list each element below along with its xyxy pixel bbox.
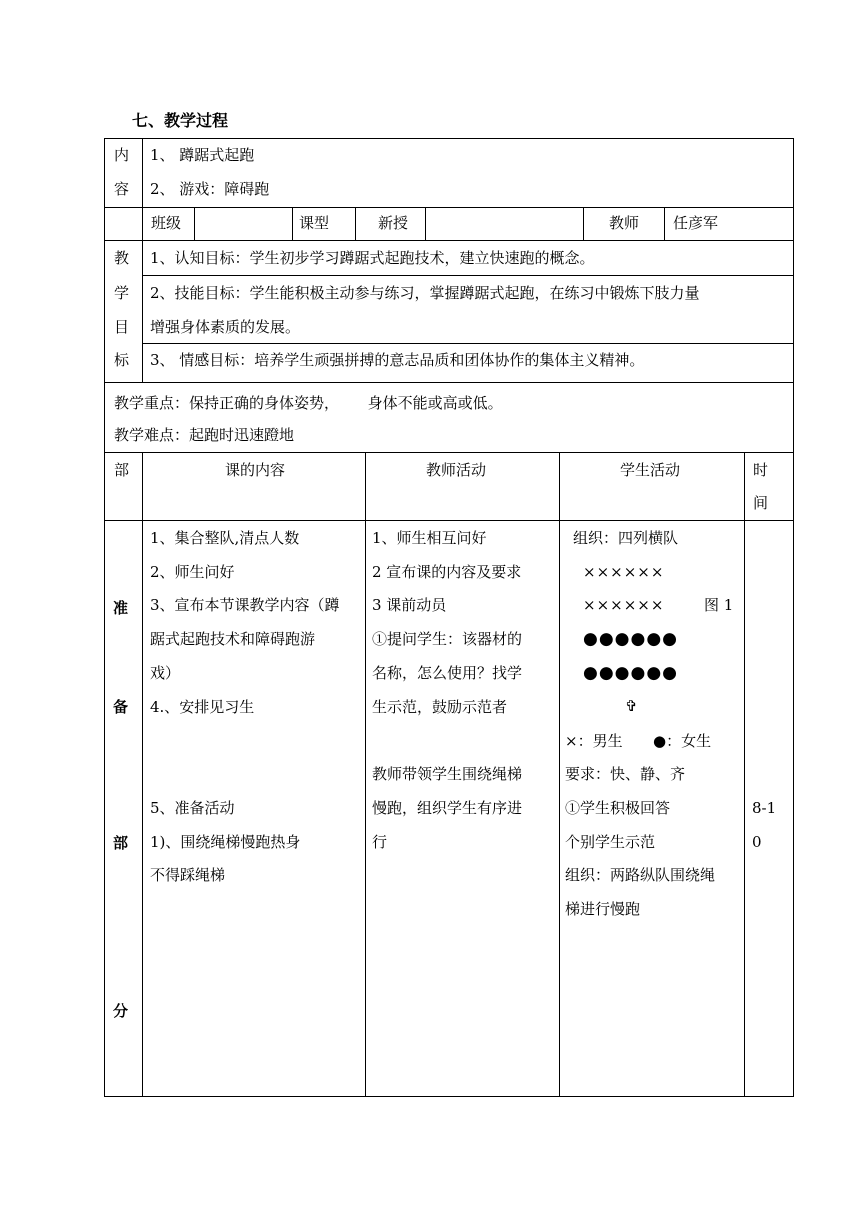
teacher-activity-line: 行 bbox=[372, 833, 388, 851]
skill-goal: 2、技能目标：学生能积极主动参与练习，掌握蹲踞式起跑，在练习中锻炼下肢力量 bbox=[150, 284, 700, 302]
lesson-content-line: 1)、围绕绳梯慢跑热身 bbox=[150, 833, 301, 851]
lesson-content-line: 5、准备活动 bbox=[150, 799, 235, 817]
lesson-content-line: 戏） bbox=[150, 664, 181, 682]
lesson-content-line: 2、师生问好 bbox=[150, 563, 235, 581]
teacher-activity-line: ①提问学生：该器材的 bbox=[372, 630, 523, 648]
class-label: 班级 bbox=[151, 214, 182, 232]
student-answer: ①学生积极回答 bbox=[565, 799, 671, 817]
time-header-char: 间 bbox=[753, 494, 769, 512]
content-item: 2、 游戏：障碍跑 bbox=[150, 180, 270, 198]
legend-boy: ×：男生 bbox=[565, 732, 623, 750]
formation-row-girls: ●●●●●● bbox=[583, 629, 679, 649]
section-title: 七、教学过程 bbox=[132, 111, 229, 130]
goals-label-char: 学 bbox=[114, 284, 130, 302]
lesson-content-line: 3、宣布本节课教学内容（蹲 bbox=[150, 596, 340, 614]
teacher-label: 教师 bbox=[609, 214, 640, 232]
cognitive-goal: 1、认知目标：学生初步学习蹲踞式起跑技术，建立快速跑的概念。 bbox=[150, 249, 595, 267]
lesson-type-value: 新授 bbox=[378, 214, 409, 232]
student-organization: 组织：四列横队 bbox=[573, 529, 679, 547]
content-header: 课的内容 bbox=[225, 461, 286, 479]
part-label-char: 准 bbox=[113, 599, 129, 617]
formation-row-boys: ×××××× bbox=[583, 563, 665, 581]
lesson-type-label: 课型 bbox=[299, 214, 330, 232]
formation-row-boys: ×××××× bbox=[583, 596, 665, 614]
content-label-char: 内 bbox=[114, 146, 130, 164]
teacher-activity-header: 教师活动 bbox=[426, 461, 487, 479]
content-item: 1、 蹲踞式起跑 bbox=[150, 146, 255, 164]
lesson-content-line: 踞式起跑技术和障碍跑游 bbox=[150, 630, 316, 648]
lesson-content-line: 1、集合整队,清点人数 bbox=[150, 529, 300, 547]
time-value: 0 bbox=[752, 833, 762, 851]
part-label-char: 备 bbox=[113, 698, 129, 716]
teacher-activity-line: 1、师生相互问好 bbox=[372, 529, 487, 547]
goals-label-char: 目 bbox=[114, 318, 130, 336]
skill-goal-continued: 增强身体素质的发展。 bbox=[150, 318, 301, 336]
goals-label-char: 教 bbox=[114, 249, 130, 267]
student-organization-2: 组织：两路纵队围绕绳 bbox=[565, 866, 716, 884]
teacher-position-icon: ✞ bbox=[625, 697, 638, 715]
teacher-activity-line: 生示范，鼓励示范者 bbox=[372, 698, 508, 716]
part-label-char: 部 bbox=[113, 834, 129, 852]
time-header-char: 时 bbox=[753, 461, 769, 479]
student-demo: 个别学生示范 bbox=[565, 833, 656, 851]
teacher-activity-line: 3 课前动员 bbox=[372, 596, 447, 614]
lesson-content-line: 4.、安排见习生 bbox=[150, 698, 255, 716]
legend-girl: ●：女生 bbox=[653, 732, 712, 750]
content-label-char: 容 bbox=[114, 180, 130, 198]
teacher-activity-line: 慢跑，组织学生有序进 bbox=[372, 799, 523, 817]
emotion-goal: 3、 情感目标：培养学生顽强拼搏的意志品质和团体协作的集体主义精神。 bbox=[150, 351, 645, 369]
teacher-name: 任彦军 bbox=[673, 214, 719, 232]
part-label-char: 分 bbox=[113, 1002, 129, 1020]
goals-label-char: 标 bbox=[114, 351, 130, 369]
teacher-activity-line: 名称，怎么使用？找学 bbox=[372, 664, 523, 682]
difficulty-point: 教学难点：起跑时迅速蹬地 bbox=[114, 426, 295, 444]
student-requirement: 要求：快、静、齐 bbox=[565, 765, 686, 783]
teacher-activity-line: 2 宣布课的内容及要求 bbox=[372, 563, 522, 581]
student-activity-header: 学生活动 bbox=[620, 461, 681, 479]
part-header: 部 bbox=[114, 461, 130, 479]
teacher-activity-line: 教师带领学生围绕绳梯 bbox=[372, 765, 523, 783]
key-point: 教学重点：保持正确的身体姿势， 身体不能或高或低。 bbox=[114, 394, 503, 412]
figure-label: 图 1 bbox=[704, 596, 734, 614]
time-value: 8-1 bbox=[752, 799, 777, 817]
student-organization-2-continued: 梯进行慢跑 bbox=[565, 900, 641, 918]
formation-row-girls: ●●●●●● bbox=[583, 663, 679, 683]
lesson-content-line: 不得踩绳梯 bbox=[150, 866, 226, 884]
